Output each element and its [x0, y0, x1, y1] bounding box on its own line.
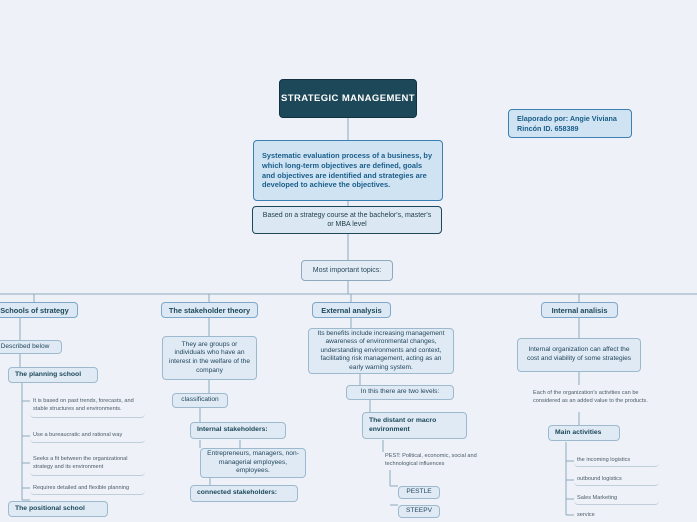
node-macro-pestle[interactable]: PESTLE	[398, 486, 440, 499]
node-stakeholder-classification[interactable]: classification	[172, 393, 228, 408]
node-most-important-topics[interactable]	[301, 260, 393, 281]
node-internal-added-value[interactable]: Each of the organization's activities can be considered as an added value to the products.	[533, 390, 648, 404]
node-planning-school-item-4[interactable]: Requires detailed and flexible planning	[30, 483, 145, 495]
node-branch-schools[interactable]	[0, 302, 78, 318]
node-main-activity-sales-marketing[interactable]: Sales Marketing	[574, 493, 659, 505]
node-positional-school[interactable]: The positional school	[8, 501, 108, 517]
node-branch-stakeholder[interactable]	[161, 302, 258, 318]
node-definition-label: Systematic evaluation process of a business, by which long-term objectives are defined, goals and objectives are identified and strategies are developed to achieve the objectives.	[262, 151, 433, 190]
node-macro-pest[interactable]: PEST: Political, economic, social and technological influences	[385, 453, 477, 467]
node-internal-stakeholders[interactable]: Internal stakeholders:	[190, 422, 286, 439]
node-based-on[interactable]	[252, 206, 442, 234]
node-internal-stakeholders-examples[interactable]: Entrepreneurs, managers, non-managerial employees, employees.	[200, 448, 306, 478]
node-root[interactable]	[279, 79, 417, 118]
node-external-benefits[interactable]: Its benefits include increasing management awareness of environmental changes, understanding environments and context, facilitating risk management, acting as an early warning system.	[308, 328, 454, 374]
node-branch-external-label: External analysis	[321, 305, 382, 315]
node-main-activity-incoming-logistics[interactable]: the incoming logistics	[574, 455, 659, 467]
node-author[interactable]	[508, 109, 632, 138]
node-branch-internal[interactable]	[541, 302, 618, 318]
node-internal-organization[interactable]: Internal organization can affect the cost and viability of some strategies	[517, 338, 641, 372]
node-macro-environment[interactable]: The distant or macro environment	[362, 412, 467, 439]
node-main-activities[interactable]: Main activities	[548, 425, 620, 441]
node-author-label: Elaporado por: Angie Viviana Rincón ID. 658389	[517, 113, 617, 133]
node-branch-internal-label: Internal analisis	[551, 305, 608, 315]
node-stakeholder-definition[interactable]: They are groups or individuals who have an interest in the welfare of the company	[162, 336, 257, 380]
node-root-label: STRATEGIC MANAGEMENT	[281, 92, 415, 104]
node-based-on-label: Based on a strategy course at the bachelor's, master's or MBA level	[262, 212, 432, 228]
node-main-activity-outbound-logistics[interactable]: outbound logistics	[574, 474, 659, 486]
node-external-two-levels[interactable]: In this there are two levels:	[346, 385, 454, 400]
node-planning-school-item-2[interactable]: Use a bureaucratic and rational way	[30, 430, 145, 443]
node-topics-label: Most important topics:	[312, 267, 382, 274]
node-connected-stakeholders[interactable]: connected stakeholders:	[190, 485, 298, 502]
node-planning-school-item-1[interactable]: It is based on past trends, forecasts, and stable structures and environments.	[30, 394, 145, 418]
node-branch-external[interactable]	[312, 302, 391, 318]
node-branch-schools-label: Schools of strategy	[0, 305, 69, 315]
node-main-activity-service[interactable]: service	[577, 512, 595, 519]
node-schools-described-below[interactable]: Described below	[0, 340, 62, 354]
node-planning-school-item-3[interactable]: Seeks a fit between the organizational strategy and its environment	[30, 452, 145, 476]
node-planning-school[interactable]: The planning school	[8, 367, 98, 383]
node-macro-steepv[interactable]: STEEPV	[398, 505, 440, 518]
node-definition[interactable]	[253, 140, 443, 201]
node-branch-stakeholder-label: The stakeholder theory	[168, 305, 251, 315]
